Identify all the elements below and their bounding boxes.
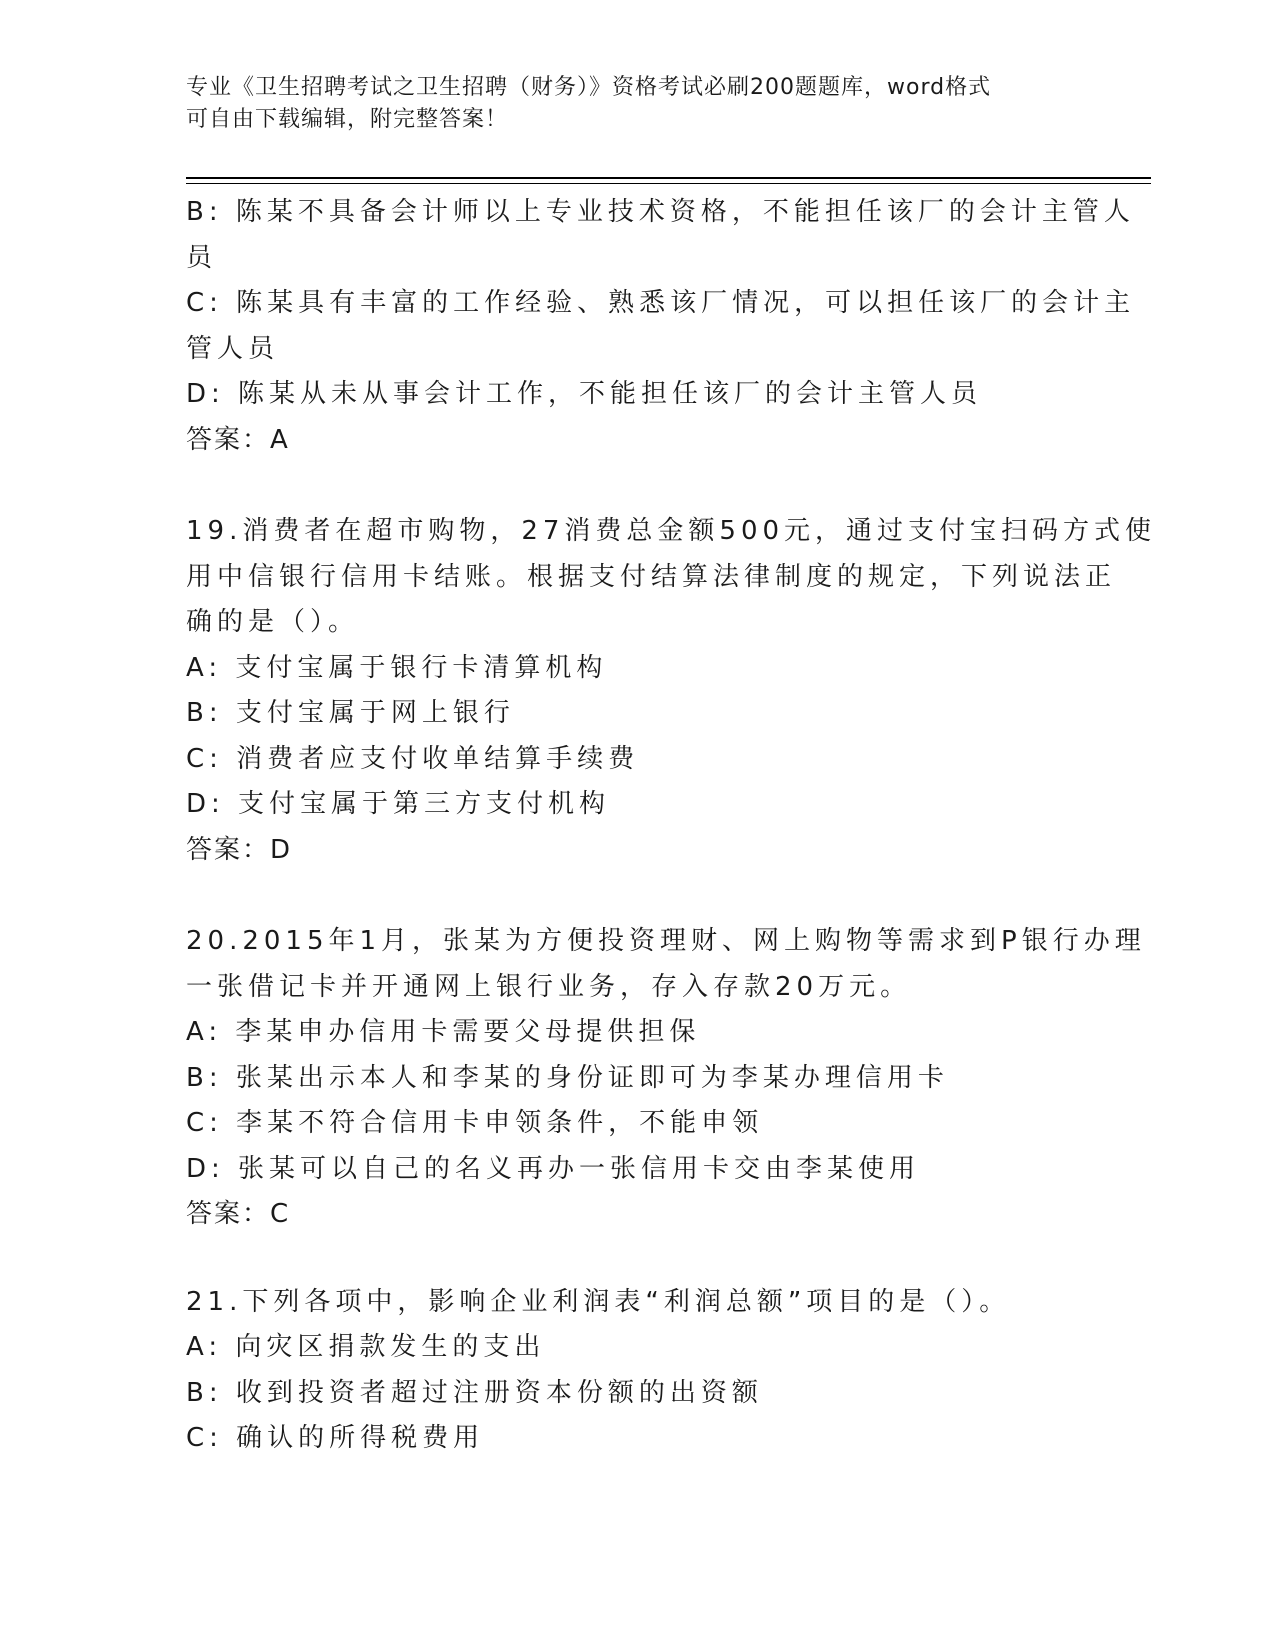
question-stem-line-2: 用中信银行信用卡结账。根据支付结算法律制度的规定，下列说法正: [186, 561, 1117, 592]
question-stem-line-1: 20.2015年1月，张某为方便投资理财、网上购物等需求到P银行办理: [186, 926, 1146, 956]
question-18-tail: [186, 190, 1136, 463]
answer-label: 答案：A: [186, 424, 290, 455]
option-a: A: 支付宝属于银行卡清算机构: [186, 652, 608, 683]
answer-label: 答案：D: [186, 834, 293, 865]
document-body: [186, 190, 1157, 1462]
option-d: D: 张某可以自己的名义再办一张信用卡交由李某使用: [186, 1153, 921, 1184]
spacer: [186, 1238, 1086, 1280]
question-19: [186, 509, 1157, 873]
spacer: [186, 463, 1086, 509]
option-c: C: 确认的所得税费用: [186, 1423, 485, 1453]
question-stem-line-1: 19.消费者在超市购物，27消费总金额500元，通过支付宝扫码方式使: [186, 516, 1157, 546]
option-b-line-1: B: 陈某不具备会计师以上专业技术资格，不能担任该厂的会计主管人: [186, 197, 1135, 227]
question-stem-line-1: 21.下列各项中，影响企业利润表“利润总额”项目的是（）。: [186, 1286, 1011, 1317]
header-divider-thin: [186, 183, 1151, 184]
question-stem-line-2: 一张借记卡并开通网上银行业务，存入存款20万元。: [186, 971, 912, 1002]
option-c-line-2: 管人员: [186, 333, 280, 364]
option-d: D: 陈某从未从事会计工作，不能担任该厂的会计主管人员: [186, 379, 983, 409]
document-header: [186, 72, 1086, 136]
option-b: B: 张某出示本人和李某的身份证即可为李某办理信用卡: [186, 1062, 949, 1093]
question-stem-line-3: 确的是（）。: [186, 607, 360, 637]
option-d: D: 支付宝属于第三方支付机构: [186, 789, 611, 819]
option-c: C: 李某不符合信用卡申领条件，不能申领: [186, 1108, 764, 1138]
question-21: [186, 1280, 1086, 1462]
option-b-line-2: 员: [186, 242, 218, 273]
option-c: C: 消费者应支付收单结算手续费: [186, 743, 640, 774]
option-a: A: 李某申办信用卡需要父母提供担保: [186, 1017, 701, 1047]
option-c-line-1: C: 陈某具有丰富的工作经验、熟悉该厂情况，可以担任该厂的会计主: [186, 288, 1136, 318]
option-b: B: 收到投资者超过注册资本份额的出资额: [186, 1377, 763, 1408]
spacer: [186, 873, 1086, 919]
header-divider-thick: [186, 177, 1151, 179]
header-title-line-2: 可自由下载编辑，附完整答案！: [186, 107, 509, 132]
answer-label: 答案：C: [186, 1199, 291, 1229]
option-b: B: 支付宝属于网上银行: [186, 698, 515, 728]
header-title-line-1: 专业《卫生招聘考试之卫生招聘（财务）》资格考试必刷200题题库，word格式: [186, 75, 992, 100]
option-a: A: 向灾区捐款发生的支出: [186, 1332, 546, 1362]
question-20: [186, 919, 1146, 1238]
